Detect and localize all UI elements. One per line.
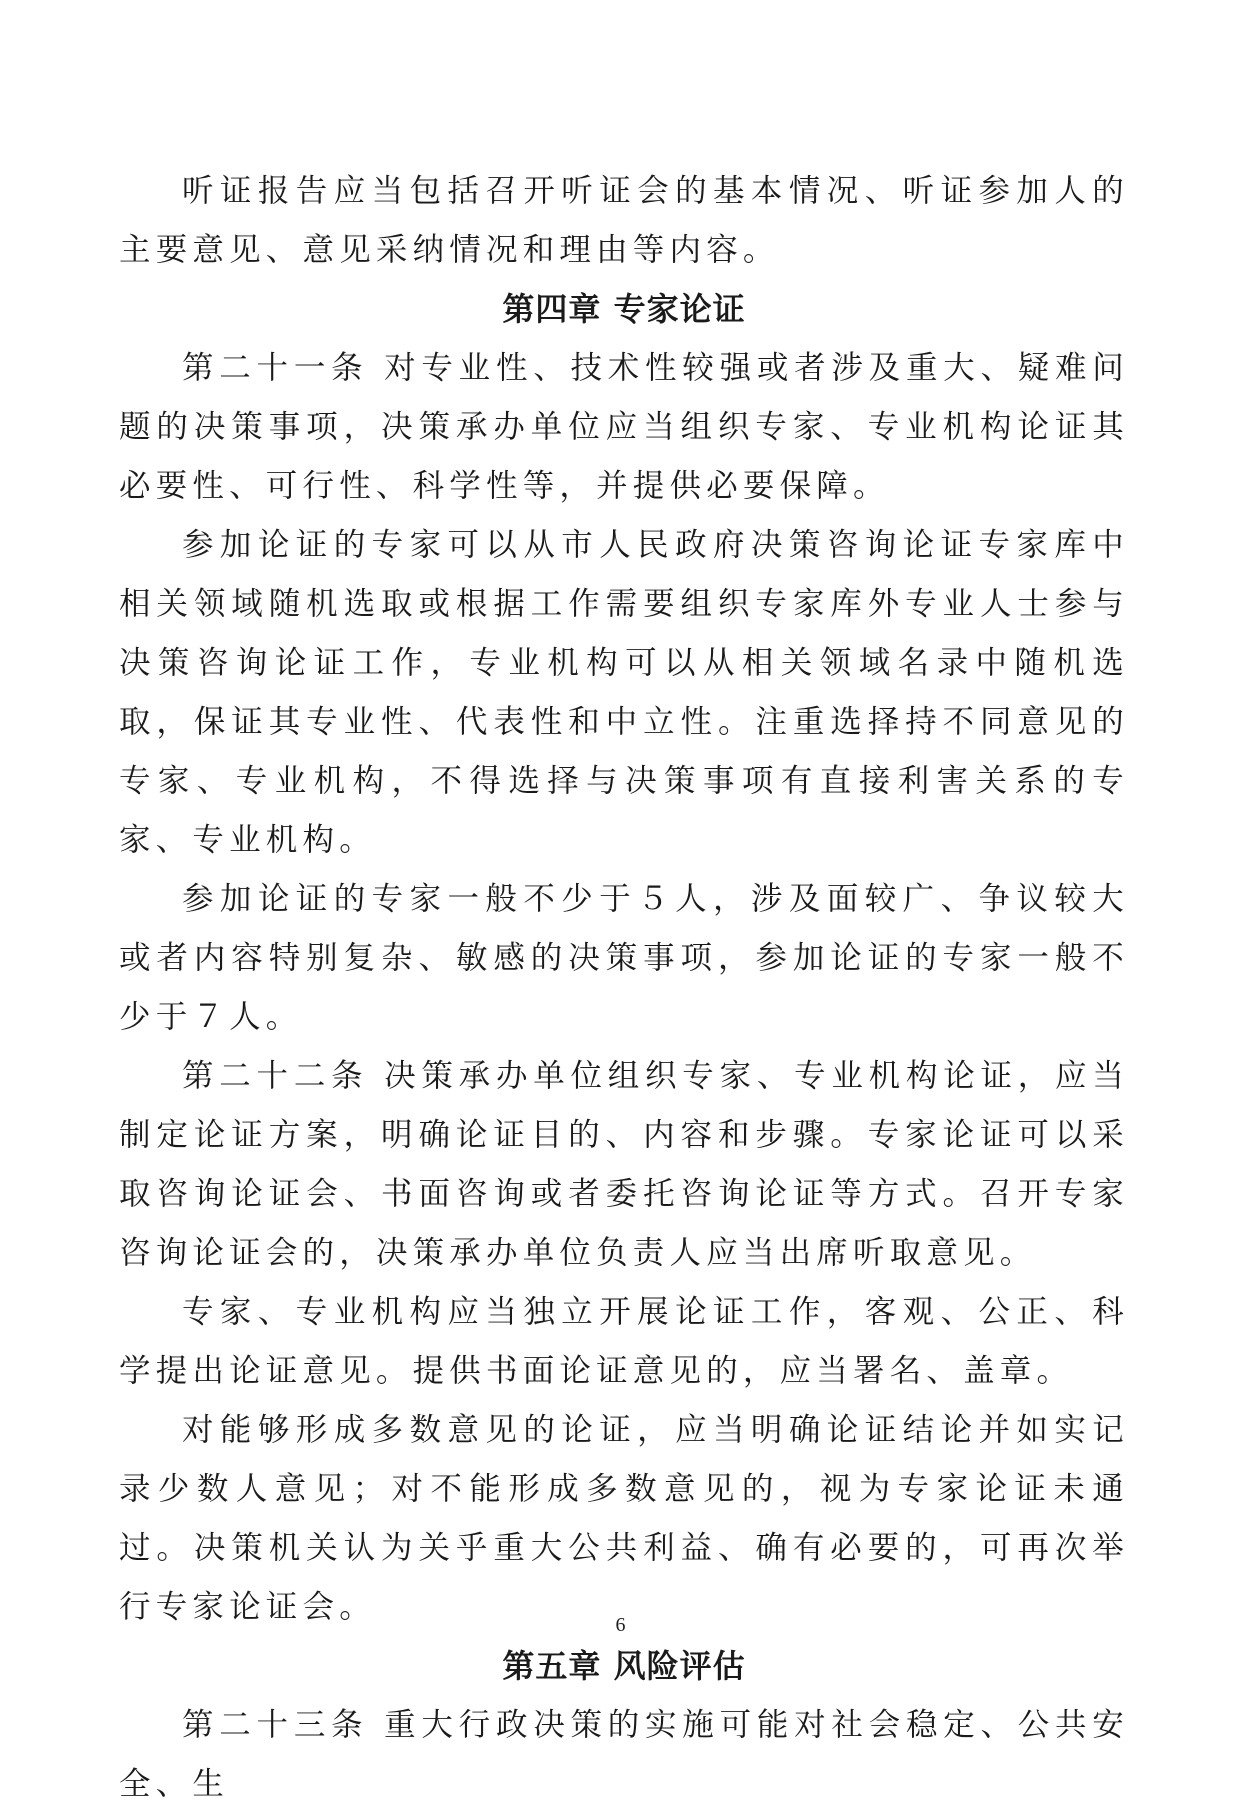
paragraph-article-22: 第二十二条 决策承办单位组织专家、专业机构论证，应当制定论证方案，明确论证目的、内容和步骤。专家论证可以采取咨询论证会、书面咨询或者委托咨询论证等方式。召开专家咨询论证会的，决策承办单位负责人应当出席听取意见。 bbox=[119, 1058, 1129, 1271]
paragraph-hearing-report: 听证报告应当包括召开听证会的基本情况、听证参加人的主要意见、意见采纳情况和理由等内容。 bbox=[119, 173, 1129, 268]
chapter-heading-4: 第四章 专家论证 bbox=[502, 290, 746, 328]
paragraph-article-21: 第二十一条 对专业性、技术性较强或者涉及重大、疑难问题的决策事项，决策承办单位应当组织专家、专业机构论证其必要性、可行性、科学性等，并提供必要保障。 bbox=[119, 350, 1129, 504]
page-number: 6 bbox=[615, 1614, 626, 1636]
paragraph-expert-count: 参加论证的专家一般不少于５人，涉及面较广、争议较大或者内容特别复杂、敏感的决策事项，参加论证的专家一般不少于７人。 bbox=[119, 881, 1129, 1035]
document-body bbox=[119, 162, 1129, 1814]
chapter-heading-5: 第五章 风险评估 bbox=[502, 1647, 746, 1685]
paragraph-article-23: 第二十三条 重大行政决策的实施可能对社会稳定、公共安全、生 bbox=[119, 1707, 1129, 1802]
paragraph-majority-opinion: 对能够形成多数意见的论证，应当明确论证结论并如实记录少数人意见；对不能形成多数意见的，视为专家论证未通过。决策机关认为关乎重大公共利益、确有必要的，可再次举行专家论证会。 bbox=[119, 1412, 1129, 1625]
paragraph-expert-selection: 参加论证的专家可以从市人民政府决策咨询论证专家库中相关领域随机选取或根据工作需要组织专家库外专业人士参与决策咨询论证工作，专业机构可以从相关领域名录中随机选取，保证其专业性、代表性和中立性。注重选择持不同意见的专家、专业机构，不得选择与决策事项有直接利害关系的专家、专业机构。 bbox=[119, 527, 1129, 858]
paragraph-independent-review: 专家、专业机构应当独立开展论证工作，客观、公正、科学提出论证意见。提供书面论证意见的，应当署名、盖章。 bbox=[119, 1294, 1129, 1389]
